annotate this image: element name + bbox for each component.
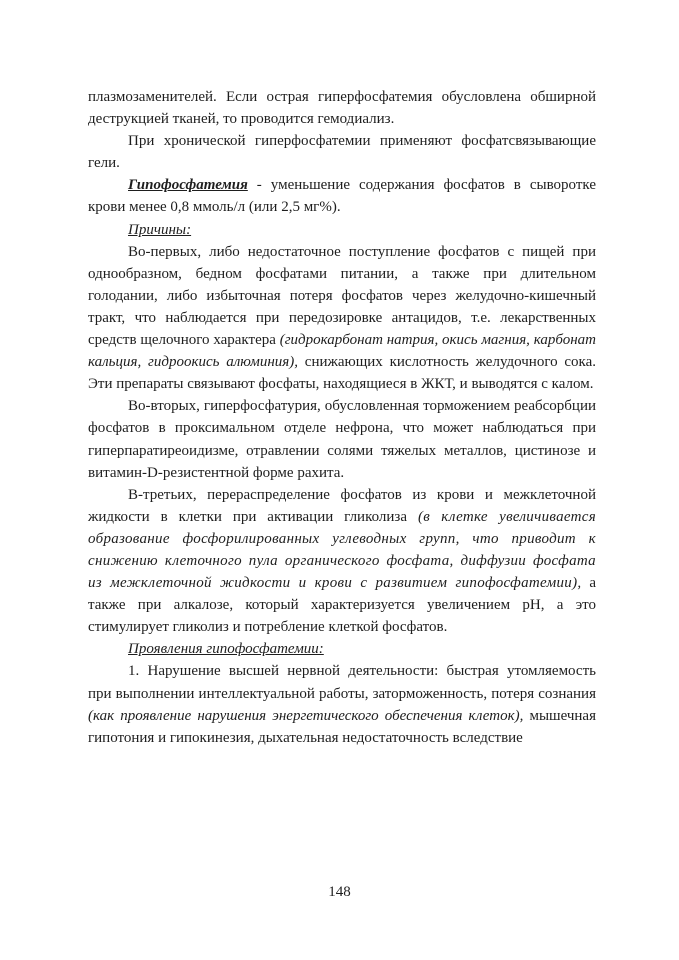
cause-1-italic: (гидрокарбонат натрия, окись магния, карбонат кальция, гидроокись алюминия),	[88, 332, 596, 371]
paragraph-cause-2: Во-вторых, гиперфосфатурия, обусловленная торможением реабсорбции фосфатов в проксимальном отделе нефрона, что может наблюдаться при гиперпаратиреоидизме, отравлении солями тяжелых металлов, цистинозе и витамин-D-резистентной форме рахита.	[88, 398, 596, 481]
subheading-causes	[88, 219, 596, 241]
paragraph-1: плазмозаменителей. Если острая гиперфосфатемия обусловлена обширной деструкцией тканей, то проводится гемодиализ.	[88, 89, 596, 128]
definition-text: - уменьшение содержания фосфатов в сыворотке крови менее 0,8 ммоль/л (или 2,5 мг%).	[88, 177, 596, 216]
paragraph-cause-3	[88, 484, 596, 639]
cause-3-italic: (в клетке увеличивается образование фосфорилированных углеводных групп, что приводит к снижению клеточного пула органического фосфата, диффузии фосфата из межклеточной жидкости и крови с развитием гипофосфатемии),	[88, 508, 596, 592]
manifestations-label: Проявления гипофосфатемии:	[128, 641, 324, 658]
paragraph-3	[88, 174, 596, 218]
cause-1-text-c: снижающих кислотность желудочного сока. Эти препараты связывают фосфаты, находящиеся в ЖКТ, и выводятся с калом.	[88, 354, 597, 393]
page-number: 148	[328, 884, 351, 900]
subheading-manifestations	[88, 638, 596, 660]
cause-3-text-a: В-третьих, перераспределение фосфатов из крови и межклеточной жидкости в клетки при активации гликолиза	[88, 486, 596, 525]
manifestation-1-italic: (как проявление нарушения энергетического обеспечения клеток),	[88, 707, 524, 724]
cause-1-text-a: Во-первых, либо недостаточное поступление фосфатов с пищей при однообразном, бедном фосфатами питании, а также при длительном голодании, либо избыточная потеря фосфатов через желудочно-кишечный тракт, что наблюдается при передозировке антацидов, т.е. лекарственных средств щелочного характера	[88, 243, 596, 349]
paragraph-2: При хронической гиперфосфатемии применяют фосфатсвязывающие гели.	[88, 133, 596, 172]
paragraph-manifestation-1	[88, 660, 596, 748]
body-text	[88, 86, 596, 749]
term-hypophosphatemia: Гипофосфатемия	[128, 177, 248, 194]
manifestation-1-text-a: 1. Нарушение высшей нервной деятельности: быстрая утомляемость при выполнении интеллектуальной работы, заторможенность, потеря сознания	[88, 663, 596, 702]
paragraph-cause-1	[88, 241, 596, 396]
cause-3-text-c: а также при алкалозе, который характеризуется увеличением pH, а это стимулирует гликолиз и потребление клеткой фосфатов.	[88, 575, 596, 636]
manifestation-1-text-c: мышечная гипотония и гипокинезия, дыхательная недостаточность вследствие	[88, 707, 596, 746]
causes-label: Причины:	[128, 221, 192, 238]
